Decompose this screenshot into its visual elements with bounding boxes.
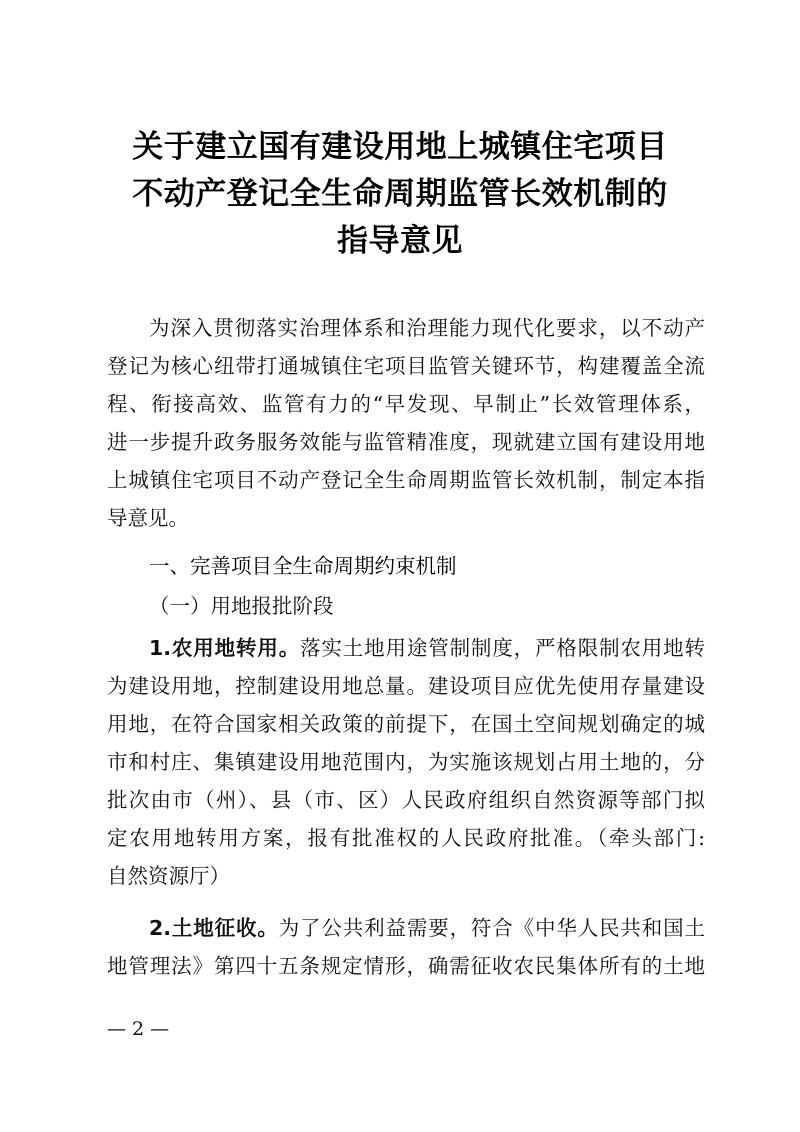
intro-line: 程、衔接高效、监管有力的“早发现、早制止”长效管理体系， [107, 392, 705, 416]
intro-line: 登记为核心纽带打通城镇住宅项目监管关键环节，构建覆盖全流 [107, 354, 705, 378]
item-1-text: 落实土地用途管制制度，严格限制农用地转 [300, 636, 705, 660]
item-1-line: 定农用地转用方案，报有批准权的人民政府批准。（牵头部门: [107, 826, 705, 850]
section-heading: 一、完善项目全生命周期约束机制 [149, 554, 457, 578]
item-1-line: 用地，在符合国家相关政策的前提下，在国土空间规划确定的城 [107, 712, 705, 736]
item-2-text: 为了公共利益需要，符合《中华人民共和国土 [278, 916, 705, 940]
item-2-line: 地管理法》第四十五条规定情形，确需征收农民集体所有的土地 [107, 954, 705, 978]
item-1-label: 1.农用地转用。 [149, 636, 301, 660]
item-2-first-line [149, 909, 705, 947]
item-1-line: 自然资源厅） [107, 864, 230, 888]
intro-line: 导意见。 [107, 506, 189, 530]
item-2-label: 2.土地征收。 [149, 916, 279, 940]
document-title-line-2: 不动产登记全生命周期监管长效机制的 [132, 176, 668, 212]
item-1-line: 市和村庄、集镇建设用地范围内，为实施该规划占用土地的，分 [107, 750, 705, 774]
document-title-line-1: 关于建立国有建设用地上城镇住宅项目 [132, 129, 668, 165]
document-title-line-3: 指导意见 [337, 223, 463, 259]
item-1-first-line [149, 629, 705, 667]
item-1-line: 批次由市（州）、县（市、区）人民政府组织自然资源等部门拟 [107, 788, 705, 812]
item-1-line: 为建设用地，控制建设用地总量。建设项目应优先使用存量建设 [107, 674, 705, 698]
intro-line: 进一步提升政务服务效能与监管精准度，现就建立国有建设用地 [107, 430, 705, 454]
intro-line: 为深入贯彻落实治理体系和治理能力现代化要求，以不动产 [149, 316, 705, 340]
subsection-heading: （一）用地报批阶段 [149, 594, 334, 618]
intro-line: 上城镇住宅项目不动产登记全生命周期监管长效机制，制定本指 [107, 468, 705, 492]
page-number: — 2 — [107, 1018, 170, 1040]
